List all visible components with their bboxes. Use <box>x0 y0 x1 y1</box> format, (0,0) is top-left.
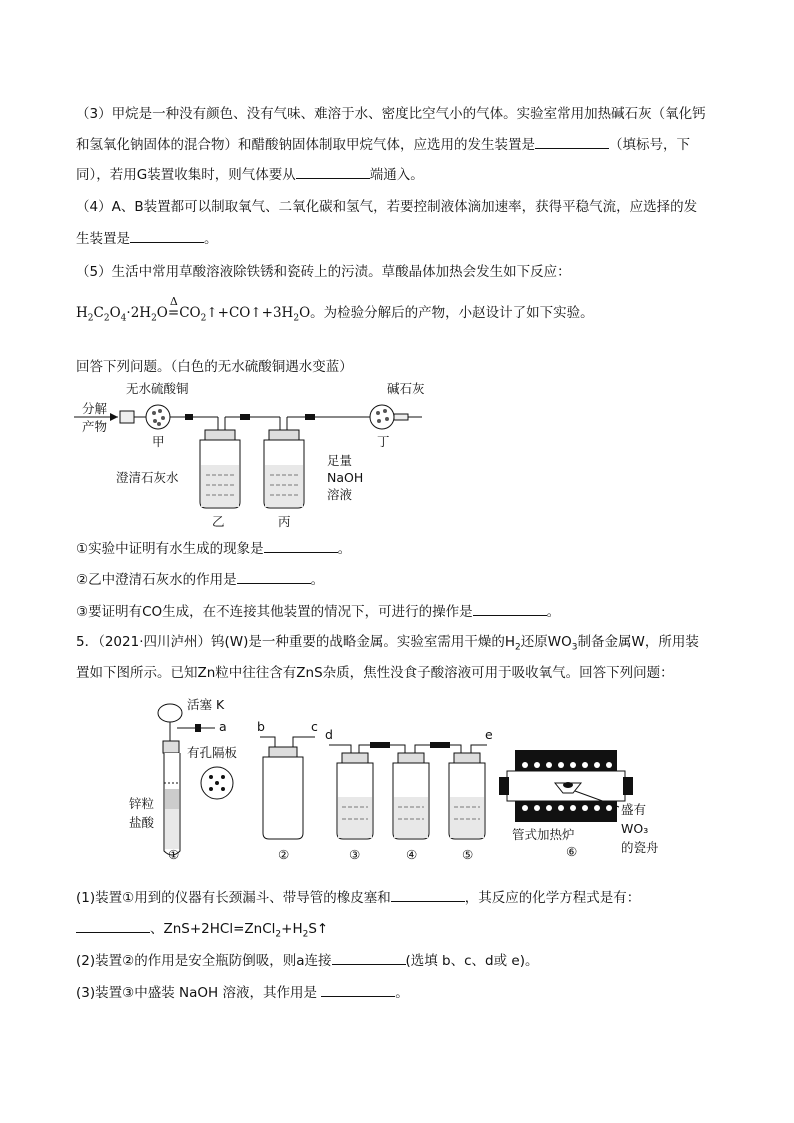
p5-q2: (2)装置②的作用是安全瓶防倒吸，则a连接 (选填 b、c、d或 e)。 <box>76 950 538 971</box>
p5-q1-line1: (1)装置①用到的仪器有长颈漏斗、带导管的橡皮塞和 ，其反应的化学方程式是有： <box>76 887 640 908</box>
answer-blank[interactable] <box>391 887 465 902</box>
q5-line1: （5）生活中常用草酸溶液除铁锈和瓷砖上的污渍。草酸晶体加热会发生如下反应： <box>76 264 571 280</box>
label-b: b <box>257 719 265 734</box>
label-bing: 丙 <box>278 514 291 529</box>
label-sodalime: 碱石灰 <box>387 381 425 396</box>
q4-line1: （4）A、B装置都可以制取氧气、二氧化碳和氢气，若要控制液体滴加速率，获得平稳气流，应选择的发 <box>76 199 698 215</box>
p5-q1-line2: 、$ZnS+2HCl=ZnCl_2+H_2S↑$ <box>76 918 328 945</box>
label-plate: 有孔隔板 <box>187 745 238 760</box>
label-boat-2: WO₃ <box>621 821 649 836</box>
answer-blank[interactable] <box>473 601 547 616</box>
label-naoh: 足量 <box>327 453 353 468</box>
label-n5: ⑤ <box>462 847 474 862</box>
label-furnace: 管式加热炉 <box>512 827 575 842</box>
label-jia: 甲 <box>152 434 165 449</box>
answer-blank[interactable] <box>130 228 204 243</box>
p5-q3: (3)装置③中盛装 NaOH 溶液，其作用是 。 <box>76 982 409 1003</box>
label-c: c <box>311 719 318 734</box>
q5-sub1: ①实验中证明有水生成的现象是 。 <box>76 538 351 559</box>
label-n4: ④ <box>406 847 418 862</box>
p5-line1: 5．（2021·四川泸州）钨(W)是一种重要的战略金属。实验室需用干燥的$H_2$还原$WO_3$制备金属W，所用装 <box>76 634 699 653</box>
answer-blank[interactable] <box>264 538 338 553</box>
q3-line1: （3）甲烷是一种没有颜色、没有气味、难溶于水、密度比空气小的气体。实验室常用加热碱石灰（氧化钙 <box>76 106 706 122</box>
answer-blank[interactable] <box>237 569 311 584</box>
answer-blank[interactable] <box>76 918 150 933</box>
label-d: d <box>325 727 333 742</box>
label-ding: 丁 <box>377 434 390 449</box>
label-n1: ① <box>168 847 180 862</box>
q5-intro: 回答下列问题。（白色的无水硫酸铜遇水变蓝） <box>76 359 353 375</box>
label-a: a <box>219 719 227 734</box>
label-naoh-3: 溶液 <box>327 487 353 502</box>
q5-sub3: ③要证明有CO生成，在不连接其他装置的情况下，可进行的操作是 。 <box>76 601 560 622</box>
answer-blank[interactable] <box>321 982 395 997</box>
label-n3: ③ <box>349 847 361 862</box>
answer-blank[interactable] <box>296 164 370 179</box>
answer-blank[interactable] <box>535 134 609 149</box>
label-k: 活塞 K <box>187 697 225 712</box>
q3-line2: 和氢氧化钠固体的混合物）和醋酸钠固体制取甲烷气体，应选用的发生装置是 （填标号，下 <box>76 134 690 155</box>
label-decomp-2: 产物 <box>82 419 108 434</box>
q3-line3: 同），若用G装置收集时，则气体要从 端通入。 <box>76 164 424 185</box>
answer-blank[interactable] <box>332 950 406 965</box>
label-limewater: 澄清石灰水 <box>116 470 179 485</box>
label-e: e <box>485 727 493 742</box>
apparatus-figure-1 <box>70 380 430 532</box>
label-n2: ② <box>278 847 290 862</box>
label-boat: 盛有 <box>621 802 647 817</box>
apparatus-figure-2 <box>125 693 710 865</box>
q4-line2: 生装置是 。 <box>76 228 218 249</box>
label-naoh-2: NaOH <box>327 470 364 485</box>
label-n6: ⑥ <box>566 844 578 859</box>
label-decomp: 分解 <box>82 401 108 416</box>
p5-line2: 置如下图所示。已知Zn粒中往往含有ZnS杂质，焦性没食子酸溶液可用于吸收氧气。回答下列问题： <box>76 665 674 681</box>
label-yi: 乙 <box>212 514 225 529</box>
q5-sub2: ②乙中澄清石灰水的作用是 。 <box>76 569 324 590</box>
reaction-equation: $H_2C_2O_4\cdot 2H_2O$ Δ $=CO_2↑+CO↑+3H_2O$。为检验分解后的产物，小赵设计了如下实验。 <box>76 295 594 324</box>
label-zn: 锌粒 <box>129 796 155 811</box>
label-cuso4: 无水硫酸铜 <box>126 381 189 396</box>
label-boat-3: 的瓷舟 <box>621 840 659 855</box>
label-hcl: 盐酸 <box>129 815 155 830</box>
